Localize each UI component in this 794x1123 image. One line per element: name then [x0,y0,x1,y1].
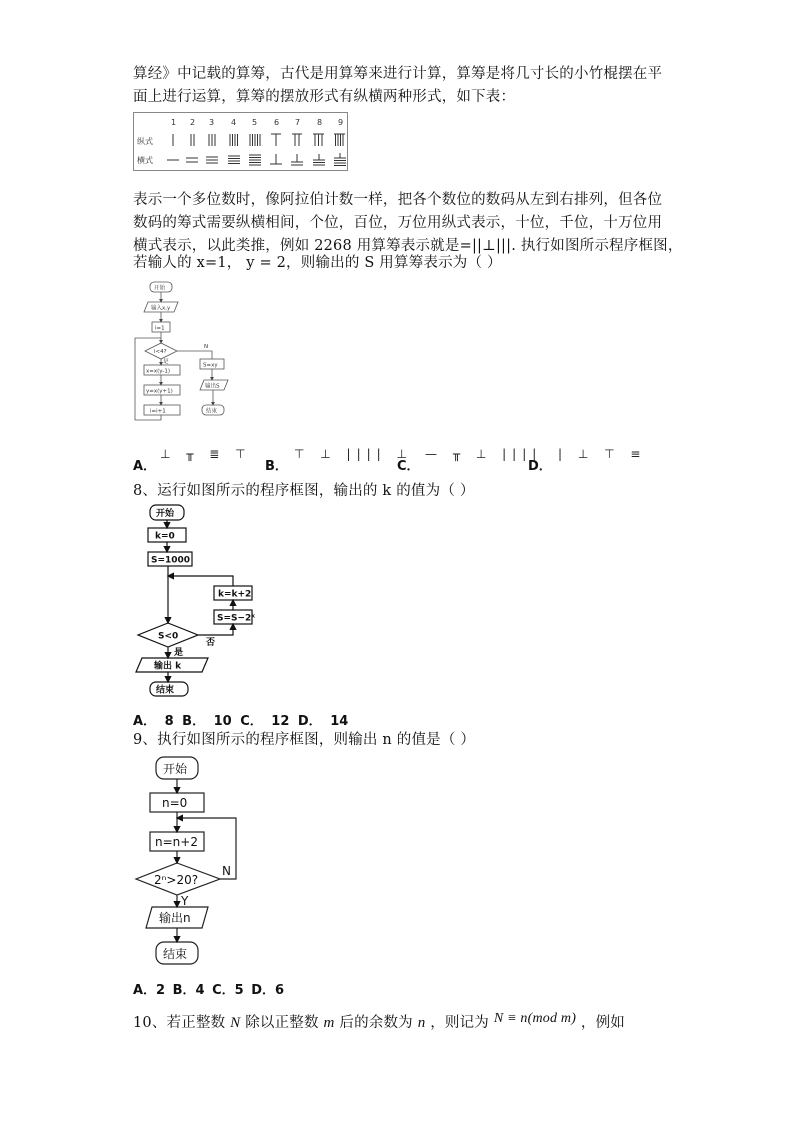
q7-fc-sassign: S=xy [203,362,218,369]
q7-fc-input: 输入x,y [151,305,171,312]
q7-fc-cond: i<4? [154,349,167,355]
q7-option-a-rods: ⊥ ╥ ≣ ⊤ [160,447,252,461]
q7-line-3: 横式表示，以此类推，例如 2268 用算筹表示就是=||⊥|||. 执行如图所示程序框图， [133,238,683,254]
q7-option-a-label[interactable]: A． [133,459,157,474]
q8-flowchart [130,500,270,700]
q7-option-b-rods: ⊤ ⊥ |||| ⊥ [294,447,413,461]
intro-line-2: 面上进行运算，算筹的摆放形式有纵横两种形式，如下表： [133,89,516,105]
q10-formula: N ≡ n(mod m) [493,1011,577,1026]
q7-line-4: 若输人的 x=1， y = 2，则输出的 S 用算筹表示为（ ） [133,255,502,271]
q9-flowchart [130,752,270,970]
q8-fc-s0: S=1000 [151,555,191,566]
q10-var-n: n [417,1015,426,1031]
q8-fc-ss: S=S−2ᵏ [217,613,256,624]
q8-fc-k0: k=0 [155,531,175,542]
intro-line-1: 算经》中记载的算筹，古代是用算筹来进行计算，算筹是将几寸长的小竹棍摆在平 [133,66,663,82]
q8-fc-yes: 是 [174,648,184,658]
q10-suffix: ，例如 [580,1015,625,1031]
vertical-rods [173,134,345,146]
q7-option-c-label[interactable]: C． [397,459,420,474]
q10-var-m: m [323,1015,335,1031]
q9-fc-start: 开始 [163,762,188,776]
digit-6: 6 [274,118,280,127]
digit-8: 8 [317,118,323,127]
digit-5: 5 [252,118,258,127]
q7-flowchart [130,280,240,425]
q7-line-2: 数码的筹式需要纵横相间，个位，百位，万位用纵式表示，十位，千位，十万位用 [133,215,663,231]
q9-fc-no: N [222,864,231,878]
q9-fc-output: 输出n [159,911,191,925]
q10-var-N: N [230,1015,241,1031]
q8-options[interactable]: A． 8 B． 10 C． 12 D． 14 [133,714,349,729]
q8-fc-k2: k=k+2 [218,589,252,600]
q10-line [133,1011,625,1032]
q7-fc-start: 开始 [154,285,166,292]
q7-option-b-label[interactable]: B． [265,459,288,474]
q8-fc-output: 输出 k [154,661,182,672]
counting-rod-table [133,112,348,171]
q10-prefix: 10、若正整数 [133,1015,226,1031]
q8-fc-no: 否 [206,638,216,648]
q7-option-d-label[interactable]: D． [528,459,552,474]
digit-9: 9 [338,118,344,127]
digit-3: 3 [209,118,215,127]
q7-fc-yes: 是 [163,359,169,365]
q7-line-1: 表示一个多位数时，像阿拉伯计数一样，把各个数位的数码从左到右排列，但各位 [133,192,663,208]
digit-7: 7 [295,118,301,127]
q7-option-d-rods: | ⊥ ⊤ ≡ [558,447,647,461]
q7-fc-step3: i=i+1 [150,408,166,415]
q10-mid1: 除以正整数 [245,1015,319,1031]
q8-fc-cond: S<0 [158,631,179,642]
q7-fc-step2: y=x(y+1) [146,388,173,395]
digit-1: 1 [171,118,177,127]
q8-fc-start: 开始 [156,509,175,519]
q7-fc-init: i=1 [155,325,165,332]
digit-4: 4 [231,118,237,127]
q8-fc-end: 结束 [156,685,175,696]
q7-fc-end: 结束 [206,408,218,415]
horizontal-rods [167,153,346,166]
q7-fc-no: N [204,344,209,350]
q7-option-c-rods: — ╥ ⊥ |||| [425,447,543,461]
row-label-horizontal: 横式 [137,156,153,165]
q7-fc-step1: x=x(y-1) [146,368,171,375]
q9-options[interactable]: A．2 B．4 C．5 D．6 [133,983,285,998]
q9-fc-end: 结束 [163,947,188,961]
q9-fc-n2: n=n+2 [155,835,198,849]
q7-fc-output: 输出S [205,383,220,390]
q10-mid3: ，则记为 [430,1015,490,1031]
row-label-vertical: 纵式 [137,137,153,146]
q9-question: 9、执行如图所示的程序框图，则输出 n 的值是（ ） [133,732,476,748]
q8-question: 8、运行如图所示的程序框图，输出的 k 的值为（ ） [133,483,475,499]
digit-2: 2 [190,118,196,127]
q10-mid2: 后的余数为 [339,1015,413,1031]
q9-fc-n0: n=0 [162,796,188,810]
q9-fc-cond: 2ⁿ>20? [154,873,199,887]
q9-fc-yes: Y [181,894,189,908]
